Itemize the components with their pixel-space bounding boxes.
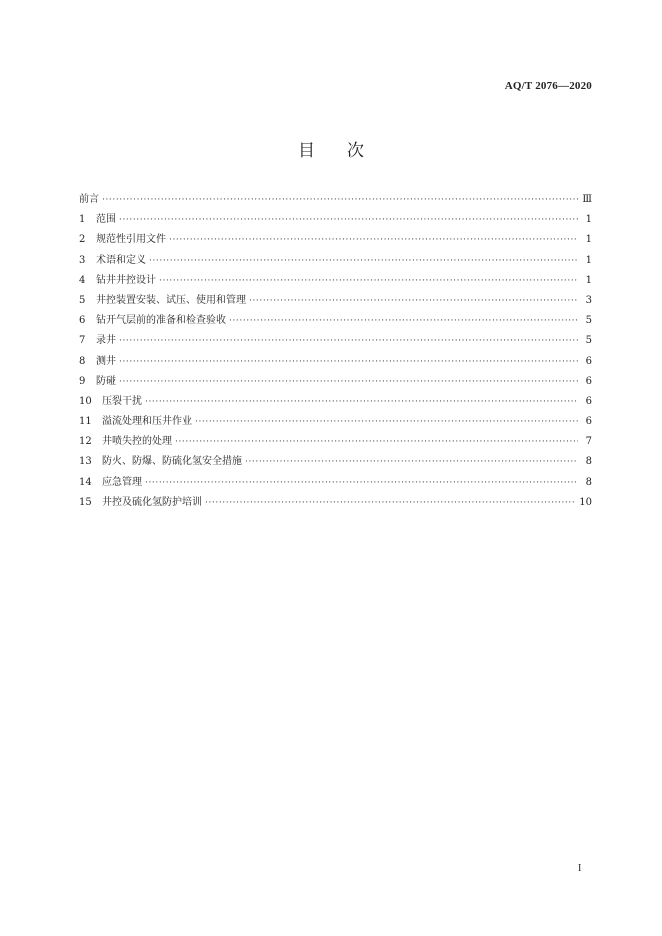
toc-entry[interactable] <box>79 311 592 331</box>
toc-entry-number: 7 <box>79 335 86 347</box>
toc-entry-page: 6 <box>585 416 592 428</box>
toc-leader <box>119 331 578 351</box>
toc-entry-number: 10 <box>79 395 92 407</box>
toc-entry-number: 15 <box>79 496 92 508</box>
toc-entry-label: 录井 <box>96 335 116 347</box>
toc-entry-label: 压裂干扰 <box>102 395 142 407</box>
toc-entry[interactable] <box>79 412 592 432</box>
toc-entry-label: 测井 <box>96 355 116 367</box>
toc-entry-label: 规范性引用文件 <box>96 234 166 246</box>
toc-entry-page: 6 <box>585 355 592 367</box>
toc-entry-number: 2 <box>79 234 86 246</box>
toc-entry[interactable] <box>79 352 592 372</box>
toc-entry-page: 3 <box>585 294 592 306</box>
toc-entry-number: 6 <box>79 315 86 327</box>
toc-leader <box>195 412 578 432</box>
toc-leader <box>245 452 578 472</box>
toc-entry-page: 1 <box>585 214 592 226</box>
toc-entry-label: 钻井井控设计 <box>96 274 156 286</box>
toc-leader <box>119 372 578 392</box>
toc-entry[interactable] <box>79 452 592 472</box>
table-of-contents <box>79 190 592 513</box>
toc-entry[interactable] <box>79 372 592 392</box>
toc-entry-number: 8 <box>79 355 86 367</box>
toc-entry-label: 术语和定义 <box>96 254 146 266</box>
toc-entry[interactable] <box>79 210 592 230</box>
toc-entry[interactable] <box>79 271 592 291</box>
toc-entry-page: 5 <box>585 335 592 347</box>
toc-entry[interactable] <box>79 392 592 412</box>
toc-leader <box>159 271 578 291</box>
page-number: I <box>578 863 582 874</box>
toc-leader <box>249 291 578 311</box>
toc-leader <box>205 493 575 513</box>
toc-leader <box>175 432 578 452</box>
toc-entry[interactable] <box>79 190 592 210</box>
toc-entry-label: 范围 <box>96 214 116 226</box>
toc-leader <box>119 352 578 372</box>
toc-entry[interactable] <box>79 331 592 351</box>
toc-entry-number: 1 <box>79 214 86 226</box>
page-title: 目次 <box>298 141 396 161</box>
toc-entry-number: 11 <box>79 416 92 428</box>
toc-entry-label: 前言 <box>79 194 99 205</box>
toc-leader <box>229 311 578 331</box>
toc-entry-number: 12 <box>79 436 92 448</box>
toc-entry-label: 钻开气层前的准备和检查验收 <box>96 315 226 327</box>
toc-entry-number: 14 <box>79 476 92 488</box>
toc-entry-number: 5 <box>79 294 86 306</box>
toc-entry-page: 7 <box>585 436 592 448</box>
toc-entry-label: 井控装置安装、试压、使用和管理 <box>96 294 246 306</box>
toc-entry-number: 4 <box>79 274 86 286</box>
toc-entry-label: 防火、防爆、防硫化氢安全措施 <box>102 456 242 468</box>
toc-leader <box>169 230 578 250</box>
toc-entry-label: 井控及硫化氢防护培训 <box>102 496 202 508</box>
toc-entry-page: 1 <box>585 254 592 266</box>
toc-entry-label: 井喷失控的处理 <box>102 436 172 448</box>
toc-entry-label: 应急管理 <box>102 476 142 488</box>
toc-entry-page: 8 <box>585 476 592 488</box>
toc-entry[interactable] <box>79 432 592 452</box>
toc-leader <box>119 210 578 230</box>
toc-leader <box>145 473 578 493</box>
toc-entry-number: 13 <box>79 456 92 468</box>
toc-entry[interactable] <box>79 251 592 271</box>
toc-entry-label: 防碰 <box>96 375 116 387</box>
toc-entry-page: 6 <box>585 375 592 387</box>
toc-entry[interactable] <box>79 493 592 513</box>
toc-entry[interactable] <box>79 230 592 250</box>
toc-entry[interactable] <box>79 473 592 493</box>
toc-entry-number: 9 <box>79 375 86 387</box>
toc-entry-page: Ⅲ <box>582 194 592 205</box>
toc-leader <box>149 251 578 271</box>
toc-entry-page: 6 <box>585 395 592 407</box>
standard-code: AQ/T 2076—2020 <box>504 80 592 92</box>
toc-entry[interactable] <box>79 291 592 311</box>
toc-leader <box>102 190 578 210</box>
toc-entry-label: 溢流处理和压井作业 <box>102 416 192 428</box>
toc-leader <box>145 392 578 412</box>
toc-entry-page: 5 <box>585 315 592 327</box>
toc-entry-page: 8 <box>585 456 592 468</box>
toc-entry-page: 1 <box>585 274 592 286</box>
toc-entry-number: 3 <box>79 254 86 266</box>
toc-entry-page: 10 <box>579 496 592 508</box>
toc-entry-page: 1 <box>585 234 592 246</box>
